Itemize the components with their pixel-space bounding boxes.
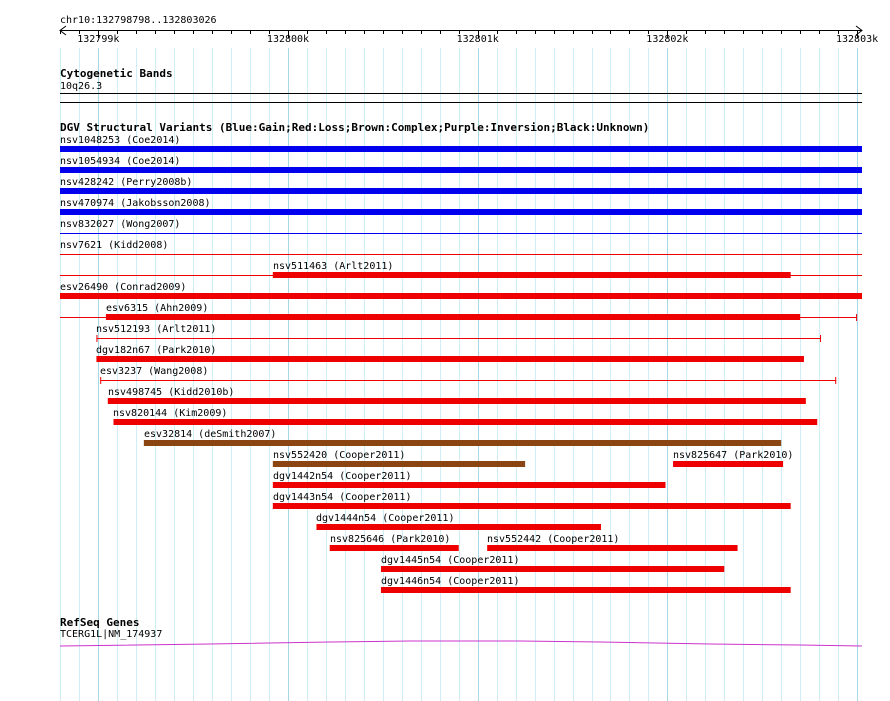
region-label: chr10:132798798..132803026 bbox=[60, 15, 217, 26]
variant-label: dgv1443n54 (Cooper2011) bbox=[273, 492, 412, 503]
variant-label: nsv512193 (Arlt2011) bbox=[96, 324, 217, 335]
variant-label: nsv552420 (Cooper2011) bbox=[273, 450, 406, 461]
variant-thick-bar bbox=[106, 314, 800, 320]
variant-label: dgv1442n54 (Cooper2011) bbox=[273, 471, 412, 482]
ruler-tick-label: 132800k bbox=[266, 34, 310, 45]
variant-label: nsv820144 (Kim2009) bbox=[113, 408, 228, 419]
variant-label: nsv832027 (Wong2007) bbox=[60, 219, 181, 230]
variant-label: nsv552442 (Cooper2011) bbox=[487, 534, 620, 545]
variant-label: nsv498745 (Kidd2010b) bbox=[108, 387, 235, 398]
cytoband-label: 10q26.3 bbox=[60, 81, 103, 92]
variant-label: dgv1445n54 (Cooper2011) bbox=[381, 555, 520, 566]
variant-label: dgv182n67 (Park2010) bbox=[96, 345, 217, 356]
cytoband-track-title: Cytogenetic Bands bbox=[60, 67, 173, 80]
refseq-track-title: RefSeq Genes bbox=[60, 616, 140, 629]
variant-label: esv32814 (deSmith2007) bbox=[144, 429, 277, 440]
variant-feature[interactable] bbox=[96, 335, 821, 342]
ruler-tick-label: 132799k bbox=[77, 34, 120, 45]
variant-label: nsv428242 (Perry2008b) bbox=[60, 177, 193, 188]
variant-label: dgv1446n54 (Cooper2011) bbox=[381, 576, 520, 587]
variant-feature[interactable] bbox=[60, 272, 862, 278]
variant-label: nsv7621 (Kidd2008) bbox=[60, 240, 169, 251]
variant-label: nsv1054934 (Coe2014) bbox=[60, 156, 181, 167]
ruler-tick-label: 132803k bbox=[835, 34, 879, 45]
variant-label: nsv1048253 (Coe2014) bbox=[60, 135, 181, 146]
ruler-tick-label: 132801k bbox=[456, 34, 499, 45]
variant-label: esv6315 (Ahn2009) bbox=[106, 303, 209, 314]
variant-label: nsv825647 (Park2010) bbox=[673, 450, 794, 461]
variant-label: dgv1444n54 (Cooper2011) bbox=[316, 513, 455, 524]
variant-label: esv3237 (Wang2008) bbox=[100, 366, 209, 377]
variant-feature[interactable] bbox=[60, 314, 857, 321]
ruler-tick-label: 132802k bbox=[646, 34, 689, 45]
dgv-track-title: DGV Structural Variants (Blue:Gain;Red:Loss;Brown:Complex;Purple:Inversion;Black:Unknown) bbox=[60, 121, 650, 134]
variant-label: nsv511463 (Arlt2011) bbox=[273, 261, 394, 272]
variant-label: esv26490 (Conrad2009) bbox=[60, 282, 187, 293]
refseq-gene-label[interactable]: TCERG1L|NM_174937 bbox=[60, 629, 163, 640]
variant-label: nsv470974 (Jakobsson2008) bbox=[60, 198, 211, 209]
variant-label: nsv825646 (Park2010) bbox=[330, 534, 451, 545]
variant-feature[interactable] bbox=[100, 377, 836, 384]
